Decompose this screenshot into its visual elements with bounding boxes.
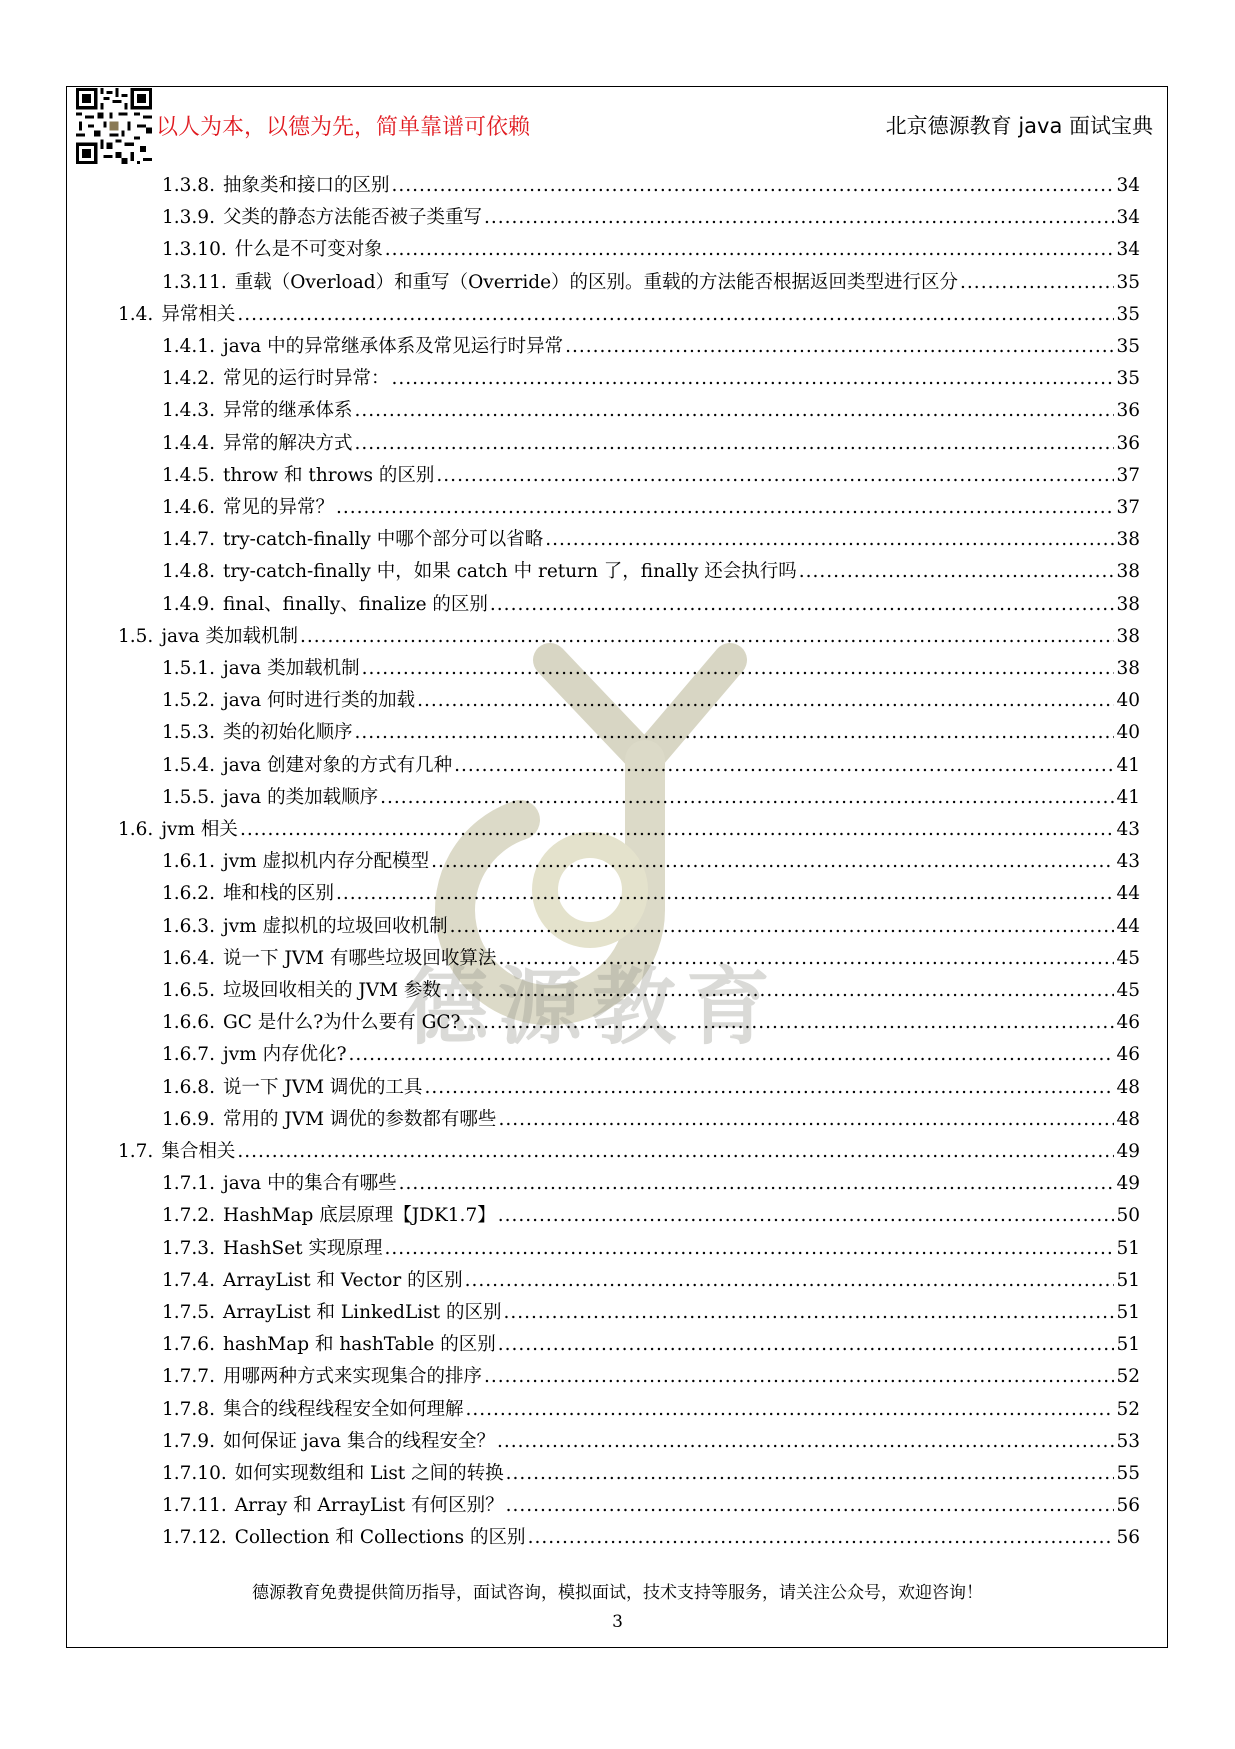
toc-entry-title: java 中的异常继承体系及常见运行时异常 — [222, 336, 564, 357]
toc-leader-dots — [506, 1490, 1115, 1522]
toc-entry-number: 1.7.11. — [162, 1495, 227, 1517]
toc-leader-dots — [385, 234, 1115, 266]
toc-leader-dots — [362, 653, 1115, 685]
toc-entry-page: 55 — [1116, 1463, 1140, 1484]
toc-entry[interactable] — [118, 299, 1140, 331]
toc-leader-dots — [484, 202, 1114, 234]
toc-entry-page: 56 — [1116, 1495, 1140, 1517]
toc-entry[interactable] — [162, 1361, 1140, 1393]
toc-leader-dots — [431, 846, 1114, 878]
toc-entry-number: 1.4.6. — [162, 497, 215, 518]
toc-entry-number: 1.6.5. — [162, 980, 215, 1001]
toc-entry-title: GC 是什么?为什么要有 GC? — [222, 1012, 461, 1034]
toc-entry-title: 常见的运行时异常： — [222, 368, 390, 390]
toc-entry-number: 1.7.12. — [162, 1527, 227, 1549]
toc-entry-number: 1.5.1. — [162, 658, 215, 679]
toc-entry[interactable] — [162, 1265, 1140, 1297]
toc-leader-dots — [436, 460, 1114, 492]
toc-entry[interactable] — [162, 331, 1140, 363]
toc-entry-title: jvm 虚拟机内存分配模型 — [222, 851, 430, 873]
toc-entry-page: 45 — [1116, 947, 1140, 969]
toc-leader-dots — [565, 331, 1114, 363]
toc-entry-title: 类的初始化顺序 — [222, 722, 353, 744]
toc-entry-title: 异常相关 — [161, 303, 236, 325]
toc-entry[interactable] — [162, 428, 1140, 460]
toc-entry[interactable] — [162, 1522, 1140, 1554]
toc-entry-number: 1.4.8. — [162, 561, 215, 583]
toc-entry-title: 堆和栈的区别 — [222, 883, 334, 905]
toc-entry-title: Collection 和 Collections 的区别 — [234, 1527, 526, 1549]
toc-entry-title: ArrayList 和 Vector 的区别 — [222, 1269, 463, 1291]
toc-entry[interactable] — [162, 202, 1140, 234]
toc-entry[interactable] — [162, 1329, 1140, 1361]
toc-entry[interactable] — [162, 395, 1140, 427]
toc-entry-page: 44 — [1116, 915, 1140, 937]
toc-entry[interactable] — [162, 782, 1140, 814]
toc-entry-title: 异常的解决方式 — [222, 432, 353, 454]
toc-entry[interactable] — [162, 524, 1140, 556]
toc-entry[interactable] — [162, 1200, 1140, 1232]
header-title: 北京德源教育 java 面试宝典 — [885, 114, 1153, 138]
toc-entry-number: 1.4.4. — [162, 432, 215, 454]
toc-entry-number: 1.6.6. — [162, 1012, 215, 1034]
toc-entry-number: 1.6.9. — [162, 1108, 215, 1130]
toc-entry-page: 51 — [1116, 1334, 1140, 1356]
toc-entry-title: jvm 内存优化? — [222, 1044, 347, 1066]
toc-entry-title: HashSet 实现原理 — [222, 1237, 383, 1259]
toc-entry-page: 37 — [1116, 464, 1140, 486]
toc-leader-dots — [799, 556, 1115, 588]
toc-entry[interactable] — [162, 1007, 1140, 1039]
toc-entry-title: 用哪两种方式来实现集合的排序 — [222, 1366, 482, 1388]
toc-entry[interactable] — [162, 750, 1140, 782]
toc-leader-dots — [465, 1265, 1115, 1297]
toc-entry-page: 46 — [1116, 1044, 1140, 1066]
toc-leader-dots — [528, 1522, 1115, 1554]
toc-entry-page: 51 — [1116, 1269, 1140, 1291]
toc-entry-number: 1.4.9. — [162, 593, 215, 615]
toc-leader-dots — [498, 943, 1114, 975]
toc-entry-number: 1.7.8. — [162, 1398, 215, 1420]
toc-entry[interactable] — [162, 717, 1140, 749]
qr-code-icon — [76, 88, 152, 164]
toc-leader-dots — [399, 1168, 1115, 1200]
toc-entry-title: 父类的静态方法能否被子类重写 — [222, 207, 482, 229]
toc-entry-number: 1.7.6. — [162, 1334, 215, 1356]
toc-leader-dots — [354, 395, 1114, 427]
toc-entry-number: 1.5. — [118, 625, 154, 647]
toc-leader-dots — [240, 814, 1115, 846]
toc-entry-number: 1.7.5. — [162, 1302, 215, 1323]
toc-entry[interactable] — [162, 556, 1140, 588]
toc-leader-dots — [960, 267, 1114, 299]
toc-entry[interactable] — [162, 234, 1140, 266]
toc-entry-title: jvm 相关 — [161, 819, 238, 840]
toc-entry-number: 1.5.2. — [162, 690, 215, 712]
toc-entry[interactable] — [162, 170, 1140, 202]
toc-entry[interactable] — [162, 846, 1140, 878]
toc-entry-number: 1.7.9. — [162, 1430, 215, 1452]
toc-entry-number: 1.6.8. — [162, 1076, 215, 1098]
toc-entry-title: 集合的线程线程安全如何理解 — [222, 1398, 464, 1420]
toc-entry-title: 重载（Overload）和重写（Override）的区别。重载的方法能否根据返回类型进行区分 — [234, 271, 959, 293]
toc-entry[interactable] — [162, 589, 1140, 621]
footer-note: 德源教育免费提供简历指导，面试咨询，模拟面试，技术支持等服务，请关注公众号，欢迎咨询！ — [252, 1583, 983, 1603]
toc-entry-title: jvm 虚拟机的垃圾回收机制 — [222, 915, 448, 937]
toc-entry-number: 1.7.4. — [162, 1269, 215, 1291]
toc-entry-title: java 的类加载顺序 — [222, 786, 379, 808]
toc-entry-page: 52 — [1116, 1366, 1140, 1388]
toc-entry-title: Array 和 ArrayList 有何区别？ — [234, 1495, 504, 1517]
toc-entry-page: 35 — [1116, 303, 1140, 325]
toc-entry-title: java 类加载机制 — [161, 625, 298, 647]
toc-leader-dots — [380, 782, 1114, 814]
toc-entry-number: 1.6.2. — [162, 883, 215, 905]
toc-leader-dots — [498, 1200, 1115, 1232]
toc-entry-title: java 中的集合有哪些 — [222, 1173, 397, 1195]
toc-entry-page: 34 — [1116, 207, 1140, 229]
toc-entry-title: 垃圾回收相关的 JVM 参数 — [222, 980, 441, 1001]
toc-entry-page: 51 — [1116, 1302, 1140, 1323]
toc-entry-number: 1.5.4. — [162, 754, 215, 776]
toc-entry-page: 35 — [1116, 368, 1140, 390]
toc-entry-number: 1.3.10. — [162, 239, 227, 261]
toc-leader-dots — [498, 1104, 1114, 1136]
toc-entry-page: 34 — [1116, 175, 1140, 196]
toc-leader-dots — [424, 1072, 1114, 1104]
toc-entry[interactable] — [162, 1168, 1140, 1200]
toc-entry-number: 1.7.2. — [162, 1205, 215, 1227]
toc-entry-title: try-catch-finally 中哪个部分可以省略 — [222, 529, 544, 551]
toc-entry-page: 49 — [1116, 1141, 1140, 1162]
toc-entry-number: 1.7.7. — [162, 1366, 215, 1388]
toc-entry-number: 1.6. — [118, 819, 154, 840]
toc-entry[interactable] — [118, 814, 1140, 846]
toc-entry-title: java 类加载机制 — [222, 658, 360, 679]
toc-entry-title: 什么是不可变对象 — [234, 239, 383, 261]
toc-entry-number: 1.4.7. — [162, 529, 215, 551]
toc-leader-dots — [465, 1394, 1114, 1426]
toc-leader-dots — [490, 589, 1115, 621]
toc-entry-page: 41 — [1116, 754, 1140, 776]
toc-entry-page: 40 — [1116, 722, 1140, 744]
toc-leader-dots — [354, 717, 1114, 749]
toc-entry-page: 38 — [1116, 625, 1140, 647]
toc-entry[interactable] — [162, 1039, 1140, 1071]
toc-leader-dots — [336, 492, 1114, 524]
toc-entry[interactable] — [162, 653, 1140, 685]
toc-leader-dots — [384, 1233, 1114, 1265]
toc-entry-page: 52 — [1116, 1398, 1140, 1420]
toc-entry-number: 1.7.10. — [162, 1463, 227, 1484]
toc-entry-page: 50 — [1116, 1205, 1140, 1227]
toc-entry-title: 抽象类和接口的区别 — [222, 175, 390, 196]
toc-leader-dots — [497, 1426, 1114, 1458]
toc-entry-title: HashMap 底层原理【JDK1.7】 — [222, 1205, 496, 1227]
toc-entry-page: 36 — [1116, 400, 1140, 422]
toc-entry-number: 1.7.3. — [162, 1237, 215, 1259]
toc-entry[interactable] — [162, 911, 1140, 943]
toc-entry-title: throw 和 throws 的区别 — [222, 464, 435, 486]
toc-entry-number: 1.4.3. — [162, 400, 215, 422]
toc-entry-page: 38 — [1116, 529, 1140, 551]
toc-leader-dots — [391, 363, 1114, 395]
toc-leader-dots — [484, 1361, 1114, 1393]
toc-entry-page: 38 — [1116, 658, 1140, 679]
toc-entry[interactable] — [162, 1297, 1140, 1329]
toc-entry-page: 46 — [1116, 1012, 1140, 1034]
toc-entry-page: 51 — [1116, 1237, 1140, 1259]
toc-entry[interactable] — [162, 685, 1140, 717]
toc-leader-dots — [504, 1297, 1115, 1329]
page-number: 3 — [612, 1612, 623, 1632]
toc-entry-number: 1.6.3. — [162, 915, 215, 937]
toc-entry-number: 1.4.1. — [162, 336, 215, 357]
toc-entry-number: 1.4.2. — [162, 368, 215, 390]
toc-entry-number: 1.7.1. — [162, 1173, 215, 1195]
toc-entry-title: try-catch-finally 中，如果 catch 中 return 了，finally 还会执行吗 — [222, 561, 797, 583]
toc-entry-page: 49 — [1116, 1173, 1140, 1195]
toc-entry[interactable] — [162, 1394, 1140, 1426]
watermark-text: 德源教育 — [404, 958, 781, 1056]
toc-entry-page: 44 — [1116, 883, 1140, 905]
toc-entry-number: 1.5.5. — [162, 786, 215, 808]
toc-entry-title: 常见的异常？ — [222, 497, 334, 518]
toc-leader-dots — [417, 685, 1114, 717]
toc-entry-number: 1.4. — [118, 303, 154, 325]
toc-entry-page: 56 — [1116, 1527, 1140, 1549]
toc-leader-dots — [454, 750, 1114, 782]
toc-entry-number: 1.3.11. — [162, 271, 227, 293]
toc-entry-title: 如何实现数组和 List 之间的转换 — [234, 1463, 504, 1484]
toc-entry-page: 43 — [1116, 851, 1140, 873]
toc-entry[interactable] — [162, 1072, 1140, 1104]
toc-entry-number: 1.4.5. — [162, 464, 215, 486]
toc-entry[interactable] — [162, 943, 1140, 975]
toc-entry[interactable] — [162, 267, 1140, 299]
toc-entry-title: 集合相关 — [161, 1141, 236, 1162]
toc-leader-dots — [237, 1136, 1114, 1168]
toc-entry-page: 48 — [1116, 1076, 1140, 1098]
toc-leader-dots — [498, 1329, 1115, 1361]
toc-entry-number: 1.6.7. — [162, 1044, 215, 1066]
toc-entry-title: 说一下 JVM 调优的工具 — [222, 1076, 423, 1098]
toc-entry-number: 1.3.8. — [162, 175, 215, 196]
toc-entry-title: 说一下 JVM 有哪些垃圾回收算法 — [222, 947, 497, 969]
toc-entry-title: final、finally、finalize 的区别 — [222, 593, 488, 615]
toc-entry-title: java 创建对象的方式有几种 — [222, 754, 453, 776]
toc-leader-dots — [300, 621, 1115, 653]
toc-entry-page: 35 — [1116, 336, 1140, 357]
toc-entry[interactable] — [162, 1490, 1140, 1522]
toc-leader-dots — [545, 524, 1114, 556]
toc-entry-title: hashMap 和 hashTable 的区别 — [222, 1334, 496, 1356]
toc-leader-dots — [462, 1007, 1114, 1039]
toc-entry-title: 异常的继承体系 — [222, 400, 353, 422]
toc-entry-page: 36 — [1116, 432, 1140, 454]
header-slogan: 以人为本，以德为先，简单靠谱可依赖 — [156, 115, 531, 140]
toc-entry-number: 1.6.1. — [162, 851, 215, 873]
toc-entry[interactable] — [162, 1458, 1140, 1490]
toc-entry-title: 常用的 JVM 调优的参数都有哪些 — [222, 1108, 497, 1130]
toc-leader-dots — [354, 428, 1114, 460]
toc-entry[interactable] — [162, 1426, 1140, 1458]
toc-entry-page: 53 — [1116, 1430, 1140, 1452]
toc-entry-page: 34 — [1116, 239, 1140, 261]
toc-entry[interactable] — [162, 1233, 1140, 1265]
toc-entry[interactable] — [162, 460, 1140, 492]
toc-leader-dots — [237, 299, 1114, 331]
toc-leader-dots — [336, 878, 1114, 910]
toc-leader-dots — [348, 1039, 1114, 1071]
toc-entry-title: 如何保证 java 集合的线程安全？ — [222, 1430, 495, 1452]
toc-entry-page: 38 — [1116, 593, 1140, 615]
toc-entry[interactable] — [162, 878, 1140, 910]
toc-leader-dots — [443, 975, 1115, 1007]
toc-entry-number: 1.3.9. — [162, 207, 215, 229]
toc-entry-number: 1.6.4. — [162, 947, 215, 969]
toc-entry[interactable] — [162, 492, 1140, 524]
toc-entry[interactable] — [118, 1136, 1140, 1168]
toc-leader-dots — [450, 911, 1115, 943]
toc-entry[interactable] — [162, 1104, 1140, 1136]
toc-entry-number: 1.7. — [118, 1141, 154, 1162]
toc-entry-page: 38 — [1116, 561, 1140, 583]
toc-entry-page: 35 — [1116, 271, 1140, 293]
toc-entry-page: 48 — [1116, 1108, 1140, 1130]
toc-entry-page: 43 — [1116, 819, 1140, 840]
toc-entry-title: java 何时进行类的加载 — [222, 690, 416, 712]
toc-entry[interactable] — [162, 363, 1140, 395]
toc-entry-page: 40 — [1116, 690, 1140, 712]
toc-entry-page: 45 — [1116, 980, 1140, 1001]
toc-entry-title: ArrayList 和 LinkedList 的区别 — [222, 1302, 502, 1323]
toc-leader-dots — [391, 170, 1114, 202]
toc-entry-page: 41 — [1116, 786, 1140, 808]
toc-leader-dots — [506, 1458, 1115, 1490]
toc-entry[interactable] — [118, 621, 1140, 653]
toc-entry-page: 37 — [1116, 497, 1140, 518]
toc-entry-number: 1.5.3. — [162, 722, 215, 744]
toc-entry[interactable] — [162, 975, 1140, 1007]
